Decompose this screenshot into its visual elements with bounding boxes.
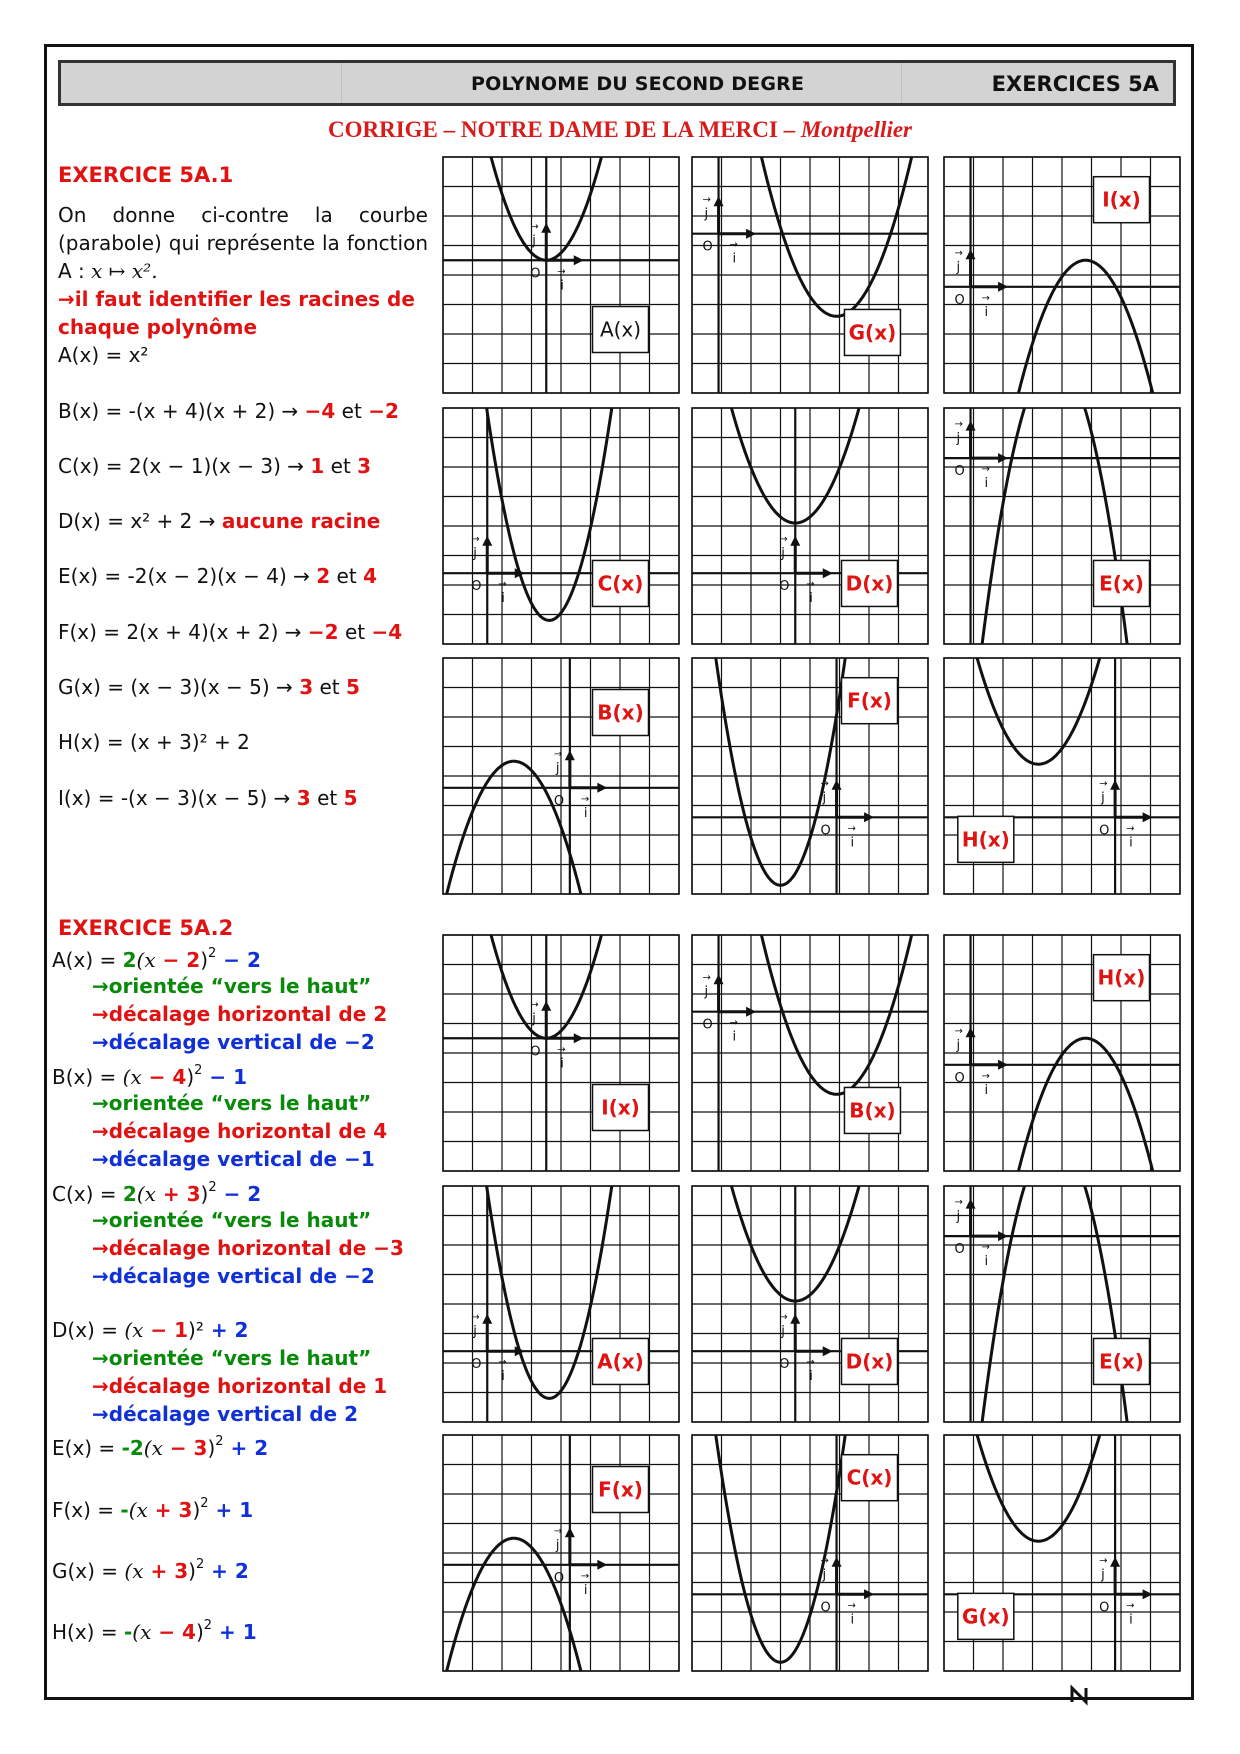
unit-j-arrow: → xyxy=(820,778,829,790)
shift-h: − 2 xyxy=(155,948,201,972)
graph-label: D(x) xyxy=(845,571,894,596)
graph-label: H(x) xyxy=(961,827,1010,852)
graph-label: F(x) xyxy=(847,688,892,713)
unit-j-arrow: → xyxy=(1099,778,1108,790)
unit-j-label: j xyxy=(473,1324,477,1340)
header-title: POLYNOME DU SECOND DEGRE xyxy=(471,73,805,95)
unit-j-label: j xyxy=(822,1567,827,1583)
shift-h: − 4 xyxy=(151,1620,196,1644)
paren-close: ) xyxy=(200,948,209,972)
unit-j-arrow: → xyxy=(471,1312,480,1324)
unit-i-arrow: → xyxy=(981,464,990,476)
ex1-line-arrow: → xyxy=(286,564,317,588)
parabola-graph xyxy=(692,1186,928,1422)
paren-open: (x xyxy=(132,1620,152,1644)
parabola-graph xyxy=(944,935,1180,1171)
unit-i-arrow: → xyxy=(557,266,566,278)
unit-i-label: i xyxy=(1129,835,1133,851)
ex1-line-arrow: → xyxy=(267,786,297,810)
unit-j-label: j xyxy=(704,206,709,222)
parabola-graph xyxy=(692,157,928,393)
unit-i-arrow: → xyxy=(1126,823,1135,835)
origin-label: O xyxy=(702,1017,713,1033)
ex1-line xyxy=(58,786,358,810)
unit-i-label: i xyxy=(984,304,989,320)
origin-label: O xyxy=(820,1600,831,1616)
ex1-line xyxy=(58,343,148,367)
unit-i-label: i xyxy=(732,251,737,267)
subtitle-corrige: CORRIGE – xyxy=(328,117,461,142)
graph-label: F(x) xyxy=(598,1477,643,1502)
unit-i-arrow: → xyxy=(847,1600,856,1612)
unit-j-arrow: → xyxy=(954,1025,963,1037)
parabola-graph xyxy=(443,157,679,393)
coef-a: - xyxy=(120,1498,129,1522)
shift-k: + 2 xyxy=(204,1559,249,1583)
shift-k: + 1 xyxy=(212,1620,257,1644)
paren-close: ) xyxy=(186,1065,195,1089)
page-header xyxy=(58,60,1176,106)
ex1-line-r1: 3 xyxy=(296,786,311,810)
shift-k: + 2 xyxy=(223,1436,269,1460)
ex1-line xyxy=(58,564,377,588)
graph-label: E(x) xyxy=(1099,571,1144,596)
square: 2 xyxy=(215,1434,224,1449)
unit-j-arrow: → xyxy=(954,1197,963,1209)
formula-name: B(x) = xyxy=(52,1065,123,1089)
origin-label: O xyxy=(530,1044,541,1060)
square: 2 xyxy=(203,1618,213,1633)
ex2-desc-d2: →décalage horizontal de 1 xyxy=(92,1374,388,1398)
origin-label: O xyxy=(1099,823,1110,839)
unit-i-arrow: → xyxy=(729,239,738,251)
corner-notch xyxy=(1068,1684,1090,1706)
shift-h: − 4 xyxy=(141,1065,187,1089)
ex2-desc-d1: →orientée “vers le haut” xyxy=(92,974,372,998)
paren-close: ) xyxy=(207,1436,216,1460)
ex1-line-et: et xyxy=(330,564,364,588)
graph-label: I(x) xyxy=(601,1095,640,1120)
unit-j-arrow: → xyxy=(954,247,963,259)
origin-label: O xyxy=(820,823,831,839)
ex1-line-et: et xyxy=(335,399,369,423)
ex1-line-r1: 2 xyxy=(316,564,331,588)
unit-j-arrow: → xyxy=(779,534,788,546)
unit-i-label: i xyxy=(583,1582,588,1598)
unit-i-arrow: → xyxy=(557,1044,566,1056)
graph-label: C(x) xyxy=(597,571,644,596)
unit-i-label: i xyxy=(1129,1612,1133,1628)
ex2-desc-d3: →décalage vertical de 2 xyxy=(92,1402,358,1426)
unit-i-label: i xyxy=(984,1082,989,1098)
unit-j-label: j xyxy=(532,233,536,249)
ex1-line-arrow: → xyxy=(269,675,300,699)
unit-j-arrow: → xyxy=(702,194,711,206)
unit-i-arrow: → xyxy=(981,1070,990,1082)
shift-h: − 3 xyxy=(162,1436,208,1460)
parabola-graph xyxy=(692,408,928,644)
unit-i-arrow: → xyxy=(847,823,856,835)
unit-j-label: j xyxy=(555,760,560,776)
unit-j-label: j xyxy=(532,1011,536,1027)
parabola-graph xyxy=(944,1435,1180,1671)
subtitle-school: NOTRE DAME DE LA MERCI xyxy=(460,117,778,142)
ex1-line-r2: 5 xyxy=(345,675,360,699)
header-exercises: EXERCICES 5A xyxy=(991,72,1159,96)
origin-label: O xyxy=(471,1357,482,1373)
unit-j-label: j xyxy=(1101,790,1105,806)
paren-close: ) xyxy=(195,1620,204,1644)
ex1-line-lhs: H(x) = (x + 3)² + 2 xyxy=(58,730,250,754)
origin-label: O xyxy=(553,793,565,809)
ex1-line xyxy=(58,675,360,699)
parabola-graph xyxy=(944,1186,1180,1422)
coef-a: -2 xyxy=(121,1436,144,1460)
ex1-line-r1: 3 xyxy=(299,675,314,699)
ex1-hint: →il faut identifier les racines de chaque polynôme xyxy=(58,287,415,339)
unit-j-label: j xyxy=(1101,1567,1105,1583)
paren-open: (x xyxy=(122,1065,142,1089)
unit-j-arrow: → xyxy=(553,1525,563,1537)
square: 2 xyxy=(200,1496,209,1511)
parabola-graph xyxy=(443,408,679,644)
subtitle-city: Montpellier xyxy=(800,117,912,142)
formula-name: H(x) = xyxy=(52,1620,124,1644)
parabola-graph xyxy=(443,658,679,894)
ex1-line-r2: −2 xyxy=(368,399,399,423)
graph-label: C(x) xyxy=(846,1465,893,1490)
unit-i-arrow: → xyxy=(729,1017,738,1029)
coef-a: 2 xyxy=(122,948,137,972)
unit-j-label: j xyxy=(555,1537,560,1553)
unit-i-arrow: → xyxy=(498,579,507,591)
shift-k: + 2 xyxy=(203,1318,249,1342)
ex1-line-r1: aucune racine xyxy=(221,509,381,533)
unit-j-label: j xyxy=(956,259,961,275)
ex1-line-r2: −4 xyxy=(371,620,403,644)
square: 2 xyxy=(195,1557,205,1572)
unit-i-label: i xyxy=(850,835,855,851)
ex2-formula-c xyxy=(52,1180,261,1206)
ex1-line-r1: −2 xyxy=(307,620,339,644)
ex1-intro-text: On donne ci-contre la courbe (parabole) qui représente la fonction A : xyxy=(58,203,428,283)
ex1-line xyxy=(58,454,371,478)
unit-j-label: j xyxy=(781,546,785,562)
ex1-line-et: et xyxy=(338,620,372,644)
ex2-desc-d2: →décalage horizontal de 2 xyxy=(92,1002,388,1026)
parabola-graph xyxy=(944,157,1180,393)
unit-j-arrow: → xyxy=(820,1555,829,1567)
ex2-desc-d2: →décalage horizontal de 4 xyxy=(92,1119,388,1143)
origin-label: O xyxy=(1099,1600,1110,1616)
ex1-line-lhs: C(x) = 2(x − 1)(x − 3) xyxy=(58,454,281,478)
ex1-line-arrow: → xyxy=(280,454,311,478)
unit-i-arrow: → xyxy=(580,793,590,805)
origin-label: O xyxy=(553,1570,565,1586)
parabola-graph xyxy=(944,658,1180,894)
ex2-formula-d xyxy=(52,1318,248,1342)
ex1-line xyxy=(58,509,380,533)
shift-h: + 3 xyxy=(155,1182,201,1206)
ex1-line xyxy=(58,399,399,423)
ex1-line-lhs: A(x) = x² xyxy=(58,343,149,367)
ex2-formula-b xyxy=(52,1063,247,1089)
unit-i-label: i xyxy=(560,1056,564,1072)
ex1-line-et: et xyxy=(313,675,346,699)
graph-label: I(x) xyxy=(1102,187,1141,212)
origin-label: O xyxy=(954,292,965,308)
paren-open: (x xyxy=(124,1318,144,1342)
unit-i-label: i xyxy=(809,1369,813,1385)
formula-name: D(x) = xyxy=(52,1318,125,1342)
parabola-graph xyxy=(443,935,679,1171)
shift-k: − 2 xyxy=(216,1182,262,1206)
unit-j-arrow: → xyxy=(530,221,539,233)
paren-open: (x xyxy=(124,1559,144,1583)
unit-j-label: j xyxy=(956,431,961,447)
origin-label: O xyxy=(779,579,790,595)
ex2-desc-d3: →décalage vertical de −1 xyxy=(92,1147,375,1171)
parabola-graph xyxy=(443,1435,679,1671)
ex2-formula-h xyxy=(52,1618,257,1644)
parabola-graph xyxy=(692,1435,928,1671)
formula-name: E(x) = xyxy=(52,1436,122,1460)
paren-close: ) xyxy=(188,1559,196,1583)
formula-name: A(x) = xyxy=(52,948,123,972)
ex2-formula-a xyxy=(52,946,261,972)
paren-open: (x xyxy=(128,1498,148,1522)
ex1-line-et: et xyxy=(310,786,344,810)
ex1-intro-map: x ↦ x². xyxy=(91,259,158,283)
ex1-line-r1: 1 xyxy=(310,454,325,478)
shift-h: − 1 xyxy=(143,1318,189,1342)
unit-j-arrow: → xyxy=(954,419,963,431)
graph-label: B(x) xyxy=(597,700,644,725)
unit-j-label: j xyxy=(704,984,709,1000)
ex1-intro xyxy=(58,201,428,285)
shift-k: + 1 xyxy=(208,1498,254,1522)
unit-i-label: i xyxy=(583,805,588,821)
ex1-line-r1: −4 xyxy=(304,399,336,423)
shift-h: + 3 xyxy=(147,1498,193,1522)
ex2-formula-e xyxy=(52,1434,268,1460)
unit-j-arrow: → xyxy=(553,748,563,760)
parabola-graph xyxy=(692,935,928,1171)
square: 2 xyxy=(208,1180,217,1195)
unit-j-arrow: → xyxy=(530,999,539,1011)
ex2-desc-d1: →orientée “vers le haut” xyxy=(92,1346,372,1370)
unit-i-label: i xyxy=(560,278,564,294)
ex1-line-arrow: → xyxy=(278,620,308,644)
ex1-line-lhs: I(x) = -(x − 3)(x − 5) xyxy=(58,786,268,810)
ex1-line xyxy=(58,620,402,644)
unit-i-label: i xyxy=(984,476,989,492)
origin-label: O xyxy=(530,266,541,282)
graph-label: D(x) xyxy=(845,1349,894,1374)
unit-i-arrow: → xyxy=(806,579,815,591)
parabola-graph xyxy=(944,408,1180,644)
ex2-desc-d1: →orientée “vers le haut” xyxy=(92,1091,372,1115)
ex1-line-lhs: F(x) = 2(x + 4)(x + 2) xyxy=(58,620,279,644)
graph-label: B(x) xyxy=(849,1098,896,1123)
unit-j-label: j xyxy=(956,1037,961,1053)
ex2-formula-f xyxy=(52,1496,253,1522)
ex2-desc-d1: →orientée “vers le haut” xyxy=(92,1208,372,1232)
unit-i-label: i xyxy=(501,1369,505,1385)
parabola-graph xyxy=(692,658,928,894)
graph-label: H(x) xyxy=(1097,965,1146,990)
unit-i-arrow: → xyxy=(1126,1600,1135,1612)
unit-i-arrow: → xyxy=(981,292,990,304)
coef-a: - xyxy=(123,1620,133,1644)
origin-label: O xyxy=(954,1242,965,1258)
ex1-line-lhs: D(x) = x² + 2 xyxy=(58,509,193,533)
unit-j-label: j xyxy=(956,1209,961,1225)
ex1-line-et: et xyxy=(324,454,358,478)
unit-i-arrow: → xyxy=(580,1570,590,1582)
formula-name: F(x) = xyxy=(52,1498,121,1522)
square: 2 xyxy=(194,1063,203,1078)
unit-j-label: j xyxy=(473,546,477,562)
ex1-line-lhs: B(x) = -(x + 4)(x + 2) xyxy=(58,399,276,423)
origin-label: O xyxy=(779,1357,790,1373)
ex1-line-arrow: → xyxy=(275,399,305,423)
graph-label: A(x) xyxy=(597,1349,644,1374)
shift-k: − 1 xyxy=(202,1065,248,1089)
origin-label: O xyxy=(954,1070,965,1086)
paren-open: (x xyxy=(136,948,156,972)
graph-label: A(x) xyxy=(599,317,642,342)
ex1-line-r2: 3 xyxy=(357,454,372,478)
parabola-graph xyxy=(443,1186,679,1422)
ex1-line-r2: 5 xyxy=(343,786,358,810)
ex1-line xyxy=(58,730,250,754)
subtitle xyxy=(0,117,1240,143)
origin-label: O xyxy=(954,464,965,480)
ex1-line-arrow: → xyxy=(192,509,222,533)
unit-i-arrow: → xyxy=(806,1357,815,1369)
ex1-line-r2: 4 xyxy=(363,564,377,588)
unit-i-label: i xyxy=(732,1029,737,1045)
ex2-title: EXERCICE 5A.2 xyxy=(58,916,234,940)
unit-i-label: i xyxy=(850,1612,855,1628)
ex2-formula-g xyxy=(52,1557,249,1583)
ex2-desc-d3: →décalage vertical de −2 xyxy=(92,1030,375,1054)
ex1-line-lhs: E(x) = -2(x − 2)(x − 4) xyxy=(58,564,287,588)
unit-j-arrow: → xyxy=(1099,1555,1108,1567)
unit-i-arrow: → xyxy=(981,1242,990,1254)
unit-j-arrow: → xyxy=(471,534,480,546)
unit-i-label: i xyxy=(809,591,813,607)
unit-j-label: j xyxy=(781,1324,785,1340)
unit-j-label: j xyxy=(822,790,827,806)
ex2-desc-d3: →décalage vertical de −2 xyxy=(92,1264,375,1288)
paren-close: )² xyxy=(188,1318,204,1342)
paren-open: (x xyxy=(143,1436,163,1460)
unit-i-arrow: → xyxy=(498,1357,507,1369)
origin-label: O xyxy=(702,239,713,255)
ex1-line-lhs: G(x) = (x − 3)(x − 5) xyxy=(58,675,270,699)
unit-j-arrow: → xyxy=(779,1312,788,1324)
coef-a: 2 xyxy=(122,1182,137,1206)
ex2-desc-d2: →décalage horizontal de −3 xyxy=(92,1236,404,1260)
square: 2 xyxy=(208,946,217,961)
unit-j-arrow: → xyxy=(702,972,711,984)
formula-name: G(x) = xyxy=(52,1559,125,1583)
paren-close: ) xyxy=(200,1182,209,1206)
shift-h: + 3 xyxy=(143,1559,189,1583)
paren-close: ) xyxy=(192,1498,201,1522)
origin-label: O xyxy=(471,579,482,595)
graph-label: G(x) xyxy=(961,1604,1010,1629)
unit-i-label: i xyxy=(984,1254,989,1270)
subtitle-sep: – xyxy=(777,117,801,142)
graph-label: G(x) xyxy=(848,320,897,345)
formula-name: C(x) = xyxy=(52,1182,123,1206)
ex1-title: EXERCICE 5A.1 xyxy=(58,163,234,187)
graph-label: E(x) xyxy=(1099,1349,1144,1374)
unit-i-label: i xyxy=(501,591,505,607)
paren-open: (x xyxy=(136,1182,156,1206)
shift-k: − 2 xyxy=(216,948,261,972)
